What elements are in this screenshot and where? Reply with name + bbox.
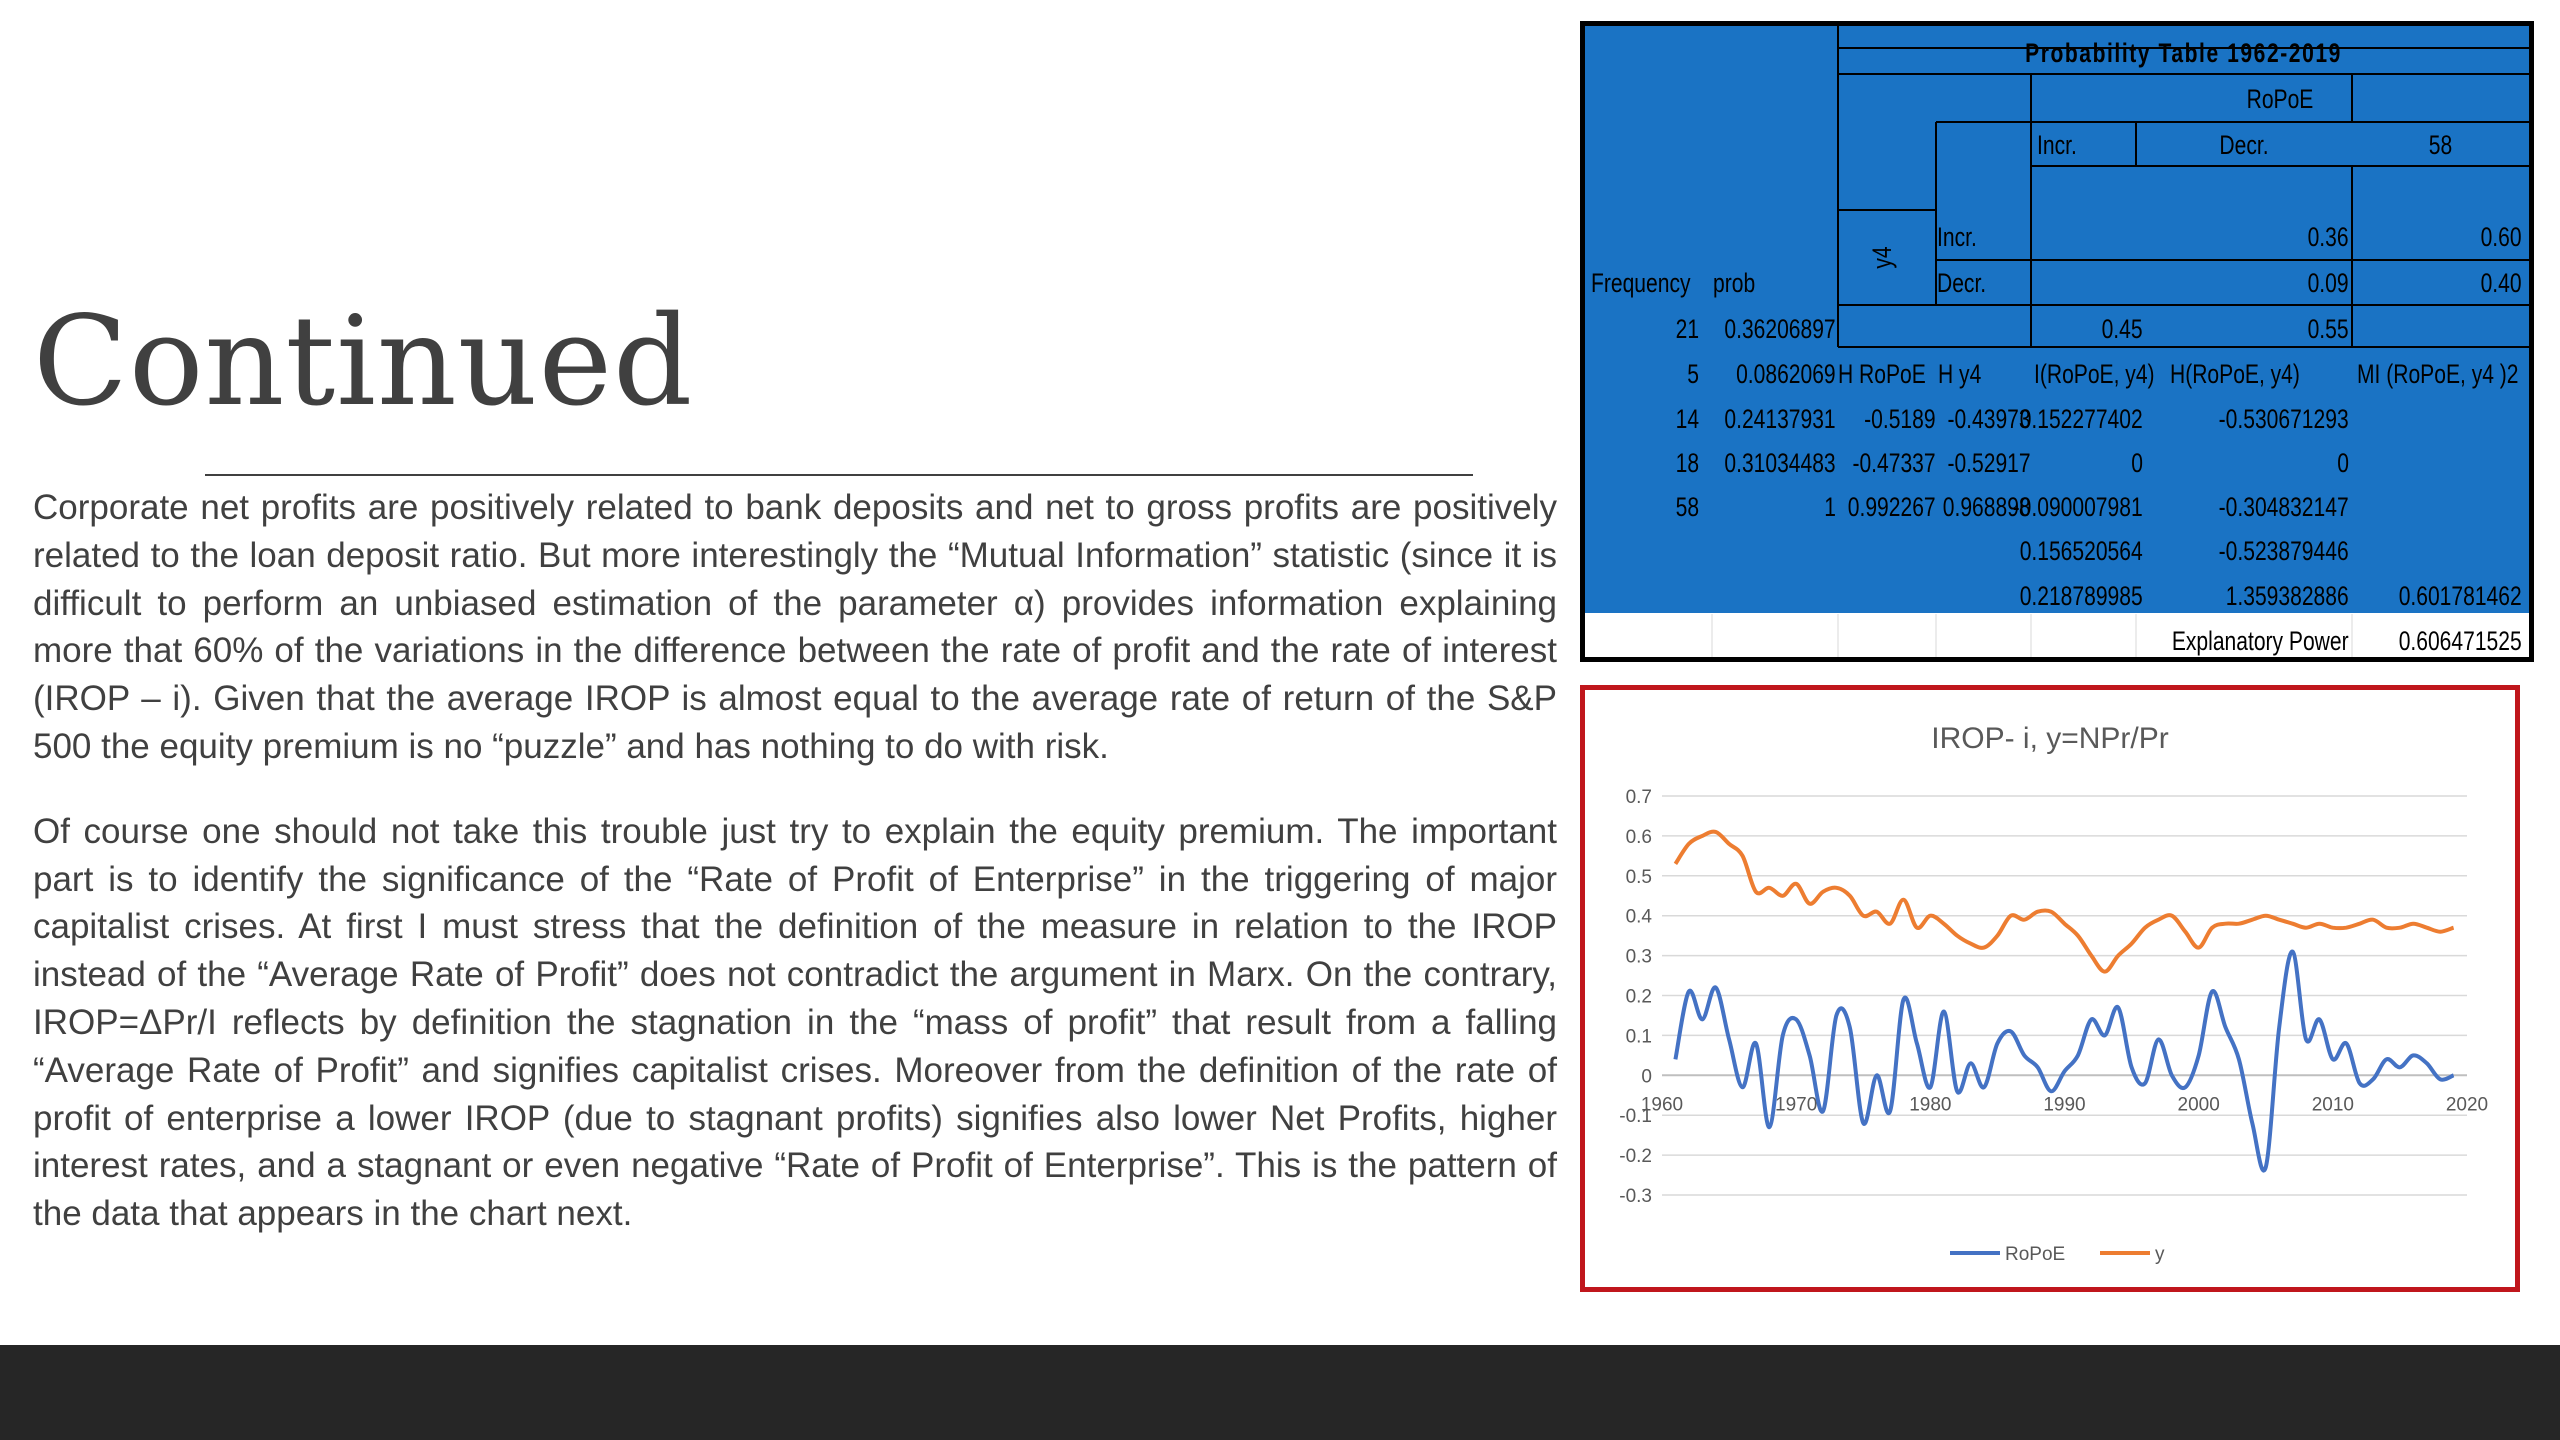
x-tick-label: 1970 <box>1775 1094 1818 1116</box>
prob-cell: 0.31034483 <box>1724 448 1836 478</box>
h-y4-cell: -0.43973 <box>1947 404 2031 434</box>
x-tick-label: 1960 <box>1640 1094 1684 1116</box>
y-tick-label: 0.7 <box>1625 787 1652 808</box>
y-tick-label: -0.3 <box>1619 1186 1652 1207</box>
x-tick-label: 2000 <box>2177 1094 2220 1116</box>
x-tick-label: 2020 <box>2445 1094 2489 1116</box>
hj-cell: -0.530671293 <box>2219 404 2349 434</box>
paragraph-2: Of course one should not take this trouble just try to explain the equity premium. The important part is to identify the significance of the “Rate of Profit of Enterprise” in the triggering of major capitalist crises. At first I must stress that the definition of the measure in relation to the IROP instead of the “Average Rate of Profit” does not contradict the argument in Marx. On the contrary, IROP=ΔPr/I reflects by definition the stagnation in the “mass of profit” that result from a falling “Average Rate of Profit” and signifies capitalist crises. Moreover from the definition of the rate of profit of enterprise a lower IROP (due to stagnant profits) signifies also lower Net Profits, higher interest rates, and a stagnant or even negative “Rate of Profit of Enterprise”. This is the pattern of the data that appears in the chart next. <box>33 811 1557 1234</box>
y-tick-label: 0.5 <box>1625 866 1652 888</box>
legend-label: y <box>2155 1244 2165 1265</box>
paragraph-1: Corporate net profits are positively related to bank deposits and net to gross profits are positively related to the loan deposit ratio. But more interestingly the “Mutual Information” statistic (since it is difficult to perform an unbiased estimation of the parameter α) provides information explaining more that 60% of the variations in the difference between the rate of profit and the rate of interest (IROP – i). Given that the average IROP is almost equal to the average rate of return of the S&P 500 the equity premium is no “puzzle” and has nothing to do with risk. <box>33 488 1557 766</box>
chart-title: IROP- i, y=NPr/Pr <box>1931 722 2169 755</box>
frequency-label: Frequency <box>1591 268 1691 298</box>
ropoe-header: RoPoE <box>2246 84 2314 114</box>
p-decr-incr: 0.09 <box>2308 268 2349 298</box>
mi-label: MI (RoPoE, y4 )2 <box>2357 359 2519 389</box>
slide-title: Continued <box>33 290 694 434</box>
hj-label: H(RoPoE, y4) <box>2170 359 2300 389</box>
y-tick-label: -0.1 <box>1619 1106 1652 1128</box>
hj-cell: -0.304832147 <box>2219 492 2349 522</box>
explanatory-power-value: 0.606471525 <box>2399 626 2522 656</box>
series-line-y <box>1675 832 2453 972</box>
explanatory-power-label: Explanatory Power <box>2172 626 2349 656</box>
h-ropoe-cell: 0.992267 <box>1848 492 1936 522</box>
mi-value: 0.601781462 <box>2399 581 2522 611</box>
y-tick-label: 0 <box>1641 1066 1652 1088</box>
h-y4-cell: 0.968898 <box>1943 492 2031 522</box>
col-total-decr: 0.55 <box>2308 314 2349 344</box>
col-total-incr: 0.45 <box>2102 314 2143 344</box>
prob-label: prob <box>1713 268 1756 298</box>
i-cell: 0.218789985 <box>2020 581 2143 611</box>
hj-cell: -0.523879446 <box>2219 536 2349 566</box>
prob-cell: 0.36206897 <box>1724 314 1836 344</box>
hj-cell: 1.359382886 <box>2226 581 2349 611</box>
series-line-ropoe <box>1675 952 2453 1171</box>
i-cell: -0.090007981 <box>2013 492 2143 522</box>
line-chart <box>1585 690 2515 1287</box>
h-ropoe-cell: -0.5189 <box>1864 404 1936 434</box>
y-tick-label: 0.1 <box>1625 1026 1652 1048</box>
chart-panel <box>1580 685 2520 1292</box>
h-y4-cell: -0.52917 <box>1947 448 2031 478</box>
x-tick-label: 1980 <box>1909 1094 1952 1116</box>
p-decr-total: 0.40 <box>2481 268 2522 298</box>
x-tick-label: 2010 <box>2311 1094 2354 1116</box>
n-header: 58 <box>2428 130 2453 160</box>
prob-cell: 0.0862069 <box>1736 359 1836 389</box>
freq-cell: 5 <box>1687 359 1699 389</box>
y-tick-label: 0.6 <box>1625 826 1652 848</box>
col-decr-header: Decr. <box>2219 130 2269 160</box>
y-tick-label: 0.2 <box>1625 986 1652 1008</box>
col-incr-header: Incr. <box>2037 130 2077 160</box>
i-cell: 0 <box>2131 448 2143 478</box>
table-title: Probability Table 1962-2019 <box>2025 38 2342 68</box>
i-cell: 0.152277402 <box>2020 404 2143 434</box>
prob-cell: 1 <box>1824 492 1836 522</box>
h-y4-label: H y4 <box>1938 359 1982 389</box>
p-incr-total: 0.60 <box>2481 222 2522 252</box>
h-ropoe-label: H RoPoE <box>1838 359 1926 389</box>
y-tick-label: -0.2 <box>1619 1146 1652 1168</box>
x-tick-label: 1990 <box>2043 1094 2086 1116</box>
h-ropoe-cell: -0.47337 <box>1852 448 1936 478</box>
body-text <box>33 484 1557 1238</box>
y-tick-label: 0.3 <box>1625 946 1652 968</box>
freq-cell: 58 <box>1675 492 1699 522</box>
freq-cell: 14 <box>1675 404 1699 434</box>
freq-cell: 18 <box>1675 448 1699 478</box>
p-incr-incr: 0.36 <box>2308 222 2349 252</box>
hj-cell: 0 <box>2337 448 2349 478</box>
footer-bar <box>0 1345 2560 1440</box>
row-incr-label: Incr. <box>1937 222 1977 252</box>
y-tick-label: 0.4 <box>1625 906 1652 928</box>
row-decr-label: Decr. <box>1937 268 1987 298</box>
freq-cell: 21 <box>1675 314 1699 344</box>
probability-table <box>1580 21 2534 662</box>
prob-cell: 0.24137931 <box>1724 404 1836 434</box>
legend-label: RoPoE <box>2005 1244 2066 1265</box>
i-cell: 0.156520564 <box>2020 536 2143 566</box>
i-label: I(RoPoE, y4) <box>2034 359 2155 389</box>
title-divider <box>205 474 1473 476</box>
y4-label: y4 <box>1866 246 1897 269</box>
